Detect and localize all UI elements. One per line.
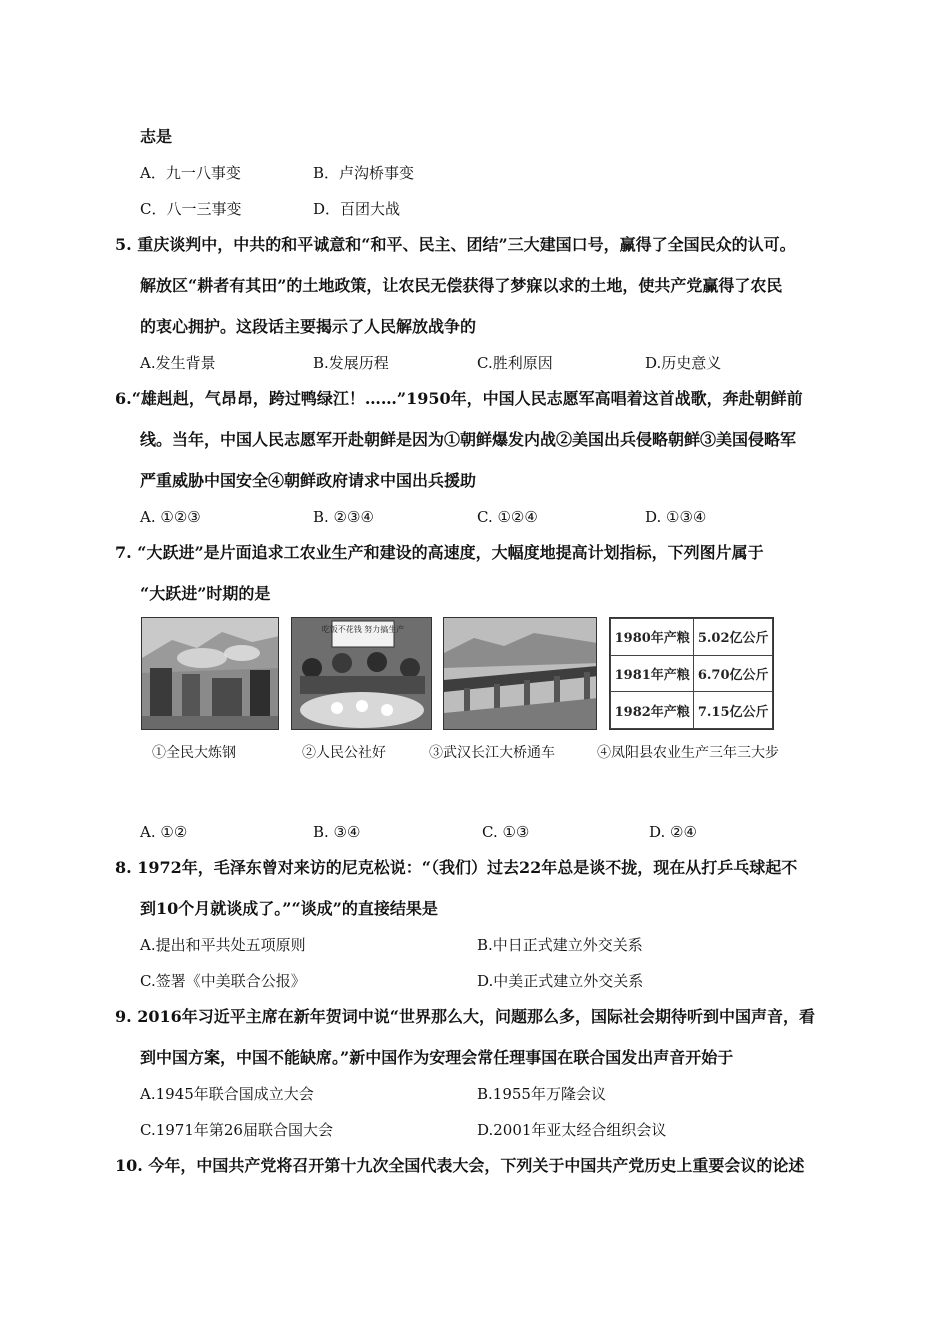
q9-option-d: D.2001年亚太经合组织会议 — [477, 1121, 667, 1139]
photo2-sign-text: 吃饭不花钱 努力搞生产 — [321, 625, 405, 634]
q9-option-c: C.1971年第26届联合国大会 — [140, 1121, 333, 1139]
q6-option-d: D. ①③④ — [645, 508, 707, 526]
grain-amount-1982: 7.15亿公斤 — [694, 692, 773, 729]
q7-stem-line-2: “大跃进”时期的是 — [140, 584, 271, 603]
q9-stem-line-2: 到中国方案，中国不能缺席。”新中国作为安理会常任理事国在联合国发出声音开始于 — [140, 1048, 734, 1067]
grain-production-table — [609, 617, 774, 730]
wuhan-bridge-photo — [443, 617, 597, 730]
q7-stem-line-1: 7. “大跃进”是片面追求工农业生产和建设的高速度，大幅度地提高计划指标，下列图片属于 — [115, 543, 764, 562]
grain-row-1982 — [611, 692, 773, 729]
q7-option-b: B. ③④ — [313, 823, 361, 841]
q6-option-b: B. ②③④ — [313, 508, 374, 526]
caption-2: ②人民公社好 — [302, 745, 386, 761]
q7-option-c: C. ①③ — [482, 823, 530, 841]
grain-year-1980: 1980年产粮 — [611, 619, 694, 656]
caption-1: ①全民大炼钢 — [152, 745, 236, 761]
q10-stem-line-1: 10. 今年，中国共产党将召开第十九次全国代表大会，下列关于中国共产党历史上重要会议的论述 — [115, 1156, 805, 1175]
q6-stem-line-3: 严重威胁中国安全④朝鲜政府请求中国出兵援助 — [140, 471, 477, 490]
q9-stem-line-1: 9. 2016年习近平主席在新年贺词中说“世界那么大，问题那么多，国际社会期待听到中国声音，看 — [115, 1007, 816, 1026]
q4-option-b: B．卢沟桥事变 — [313, 164, 415, 182]
q5-stem-line-2: 解放区“耕者有其田”的土地政策，让农民无偿获得了梦寐以求的土地，使共产党赢得了农民 — [140, 276, 783, 295]
q7-option-d: D. ②④ — [649, 823, 697, 841]
q5-option-a: A.发生背景 — [140, 354, 216, 372]
q4-stem-continued: 志是 — [140, 127, 173, 146]
q8-option-b: B.中日正式建立外交关系 — [477, 936, 643, 954]
q4-option-d: D．百团大战 — [313, 200, 401, 218]
q7-option-a: A. ①② — [140, 823, 188, 841]
q8-stem-line-1: 8. 1972年，毛泽东曾对来访的尼克松说：“（我们）过去22年总是谈不拢，现在从打乒乓球起不 — [115, 858, 798, 877]
commune-dining-photo — [291, 617, 432, 730]
q5-option-c: C.胜利原因 — [477, 354, 553, 372]
q9-option-a: A.1945年联合国成立大会 — [140, 1085, 314, 1103]
q8-option-a: A.提出和平共处五项原则 — [140, 936, 306, 954]
grain-year-1982: 1982年产粮 — [611, 692, 694, 729]
grain-amount-1981: 6.70亿公斤 — [694, 655, 773, 692]
caption-3: ③武汉长江大桥通车 — [429, 745, 555, 761]
q6-stem-line-1: 6.“雄赳赳，气昂昂，跨过鸭绿江！……”1950年，中国人民志愿军高唱着这首战歌，奔赴朝鲜前 — [115, 389, 803, 408]
q5-stem-line-1: 5. 重庆谈判中，中共的和平诚意和“和平、民主、团结”三大建国口号，赢得了全国民众的认可。 — [115, 235, 796, 254]
grain-row-1981 — [611, 655, 773, 692]
grain-year-1981: 1981年产粮 — [611, 655, 694, 692]
q5-option-b: B.发展历程 — [313, 354, 389, 372]
q9-option-b: B.1955年万隆会议 — [477, 1085, 606, 1103]
caption-4: ④凤阳县农业生产三年三大步 — [597, 745, 779, 761]
grain-row-1980 — [611, 619, 773, 656]
q8-option-d: D.中美正式建立外交关系 — [477, 972, 644, 990]
q5-stem-line-3: 的衷心拥护。这段话主要揭示了人民解放战争的 — [140, 317, 477, 336]
steel-smelting-photo — [141, 617, 279, 730]
q6-stem-line-2: 线。当年，中国人民志愿军开赴朝鲜是因为①朝鲜爆发内战②美国出兵侵略朝鲜③美国侵略军 — [140, 430, 797, 449]
q4-option-a: A．九一八事变 — [140, 164, 241, 182]
q5-option-d: D.历史意义 — [645, 354, 722, 372]
grain-amount-1980: 5.02亿公斤 — [694, 619, 773, 656]
q4-option-c: C．八一三事变 — [140, 200, 242, 218]
q6-option-a: A. ①②③ — [140, 508, 201, 526]
q6-option-c: C. ①②④ — [477, 508, 538, 526]
q8-option-c: C.签署《中美联合公报》 — [140, 972, 306, 990]
q8-stem-line-2: 到10个月就谈成了。”“谈成”的直接结果是 — [140, 899, 438, 918]
